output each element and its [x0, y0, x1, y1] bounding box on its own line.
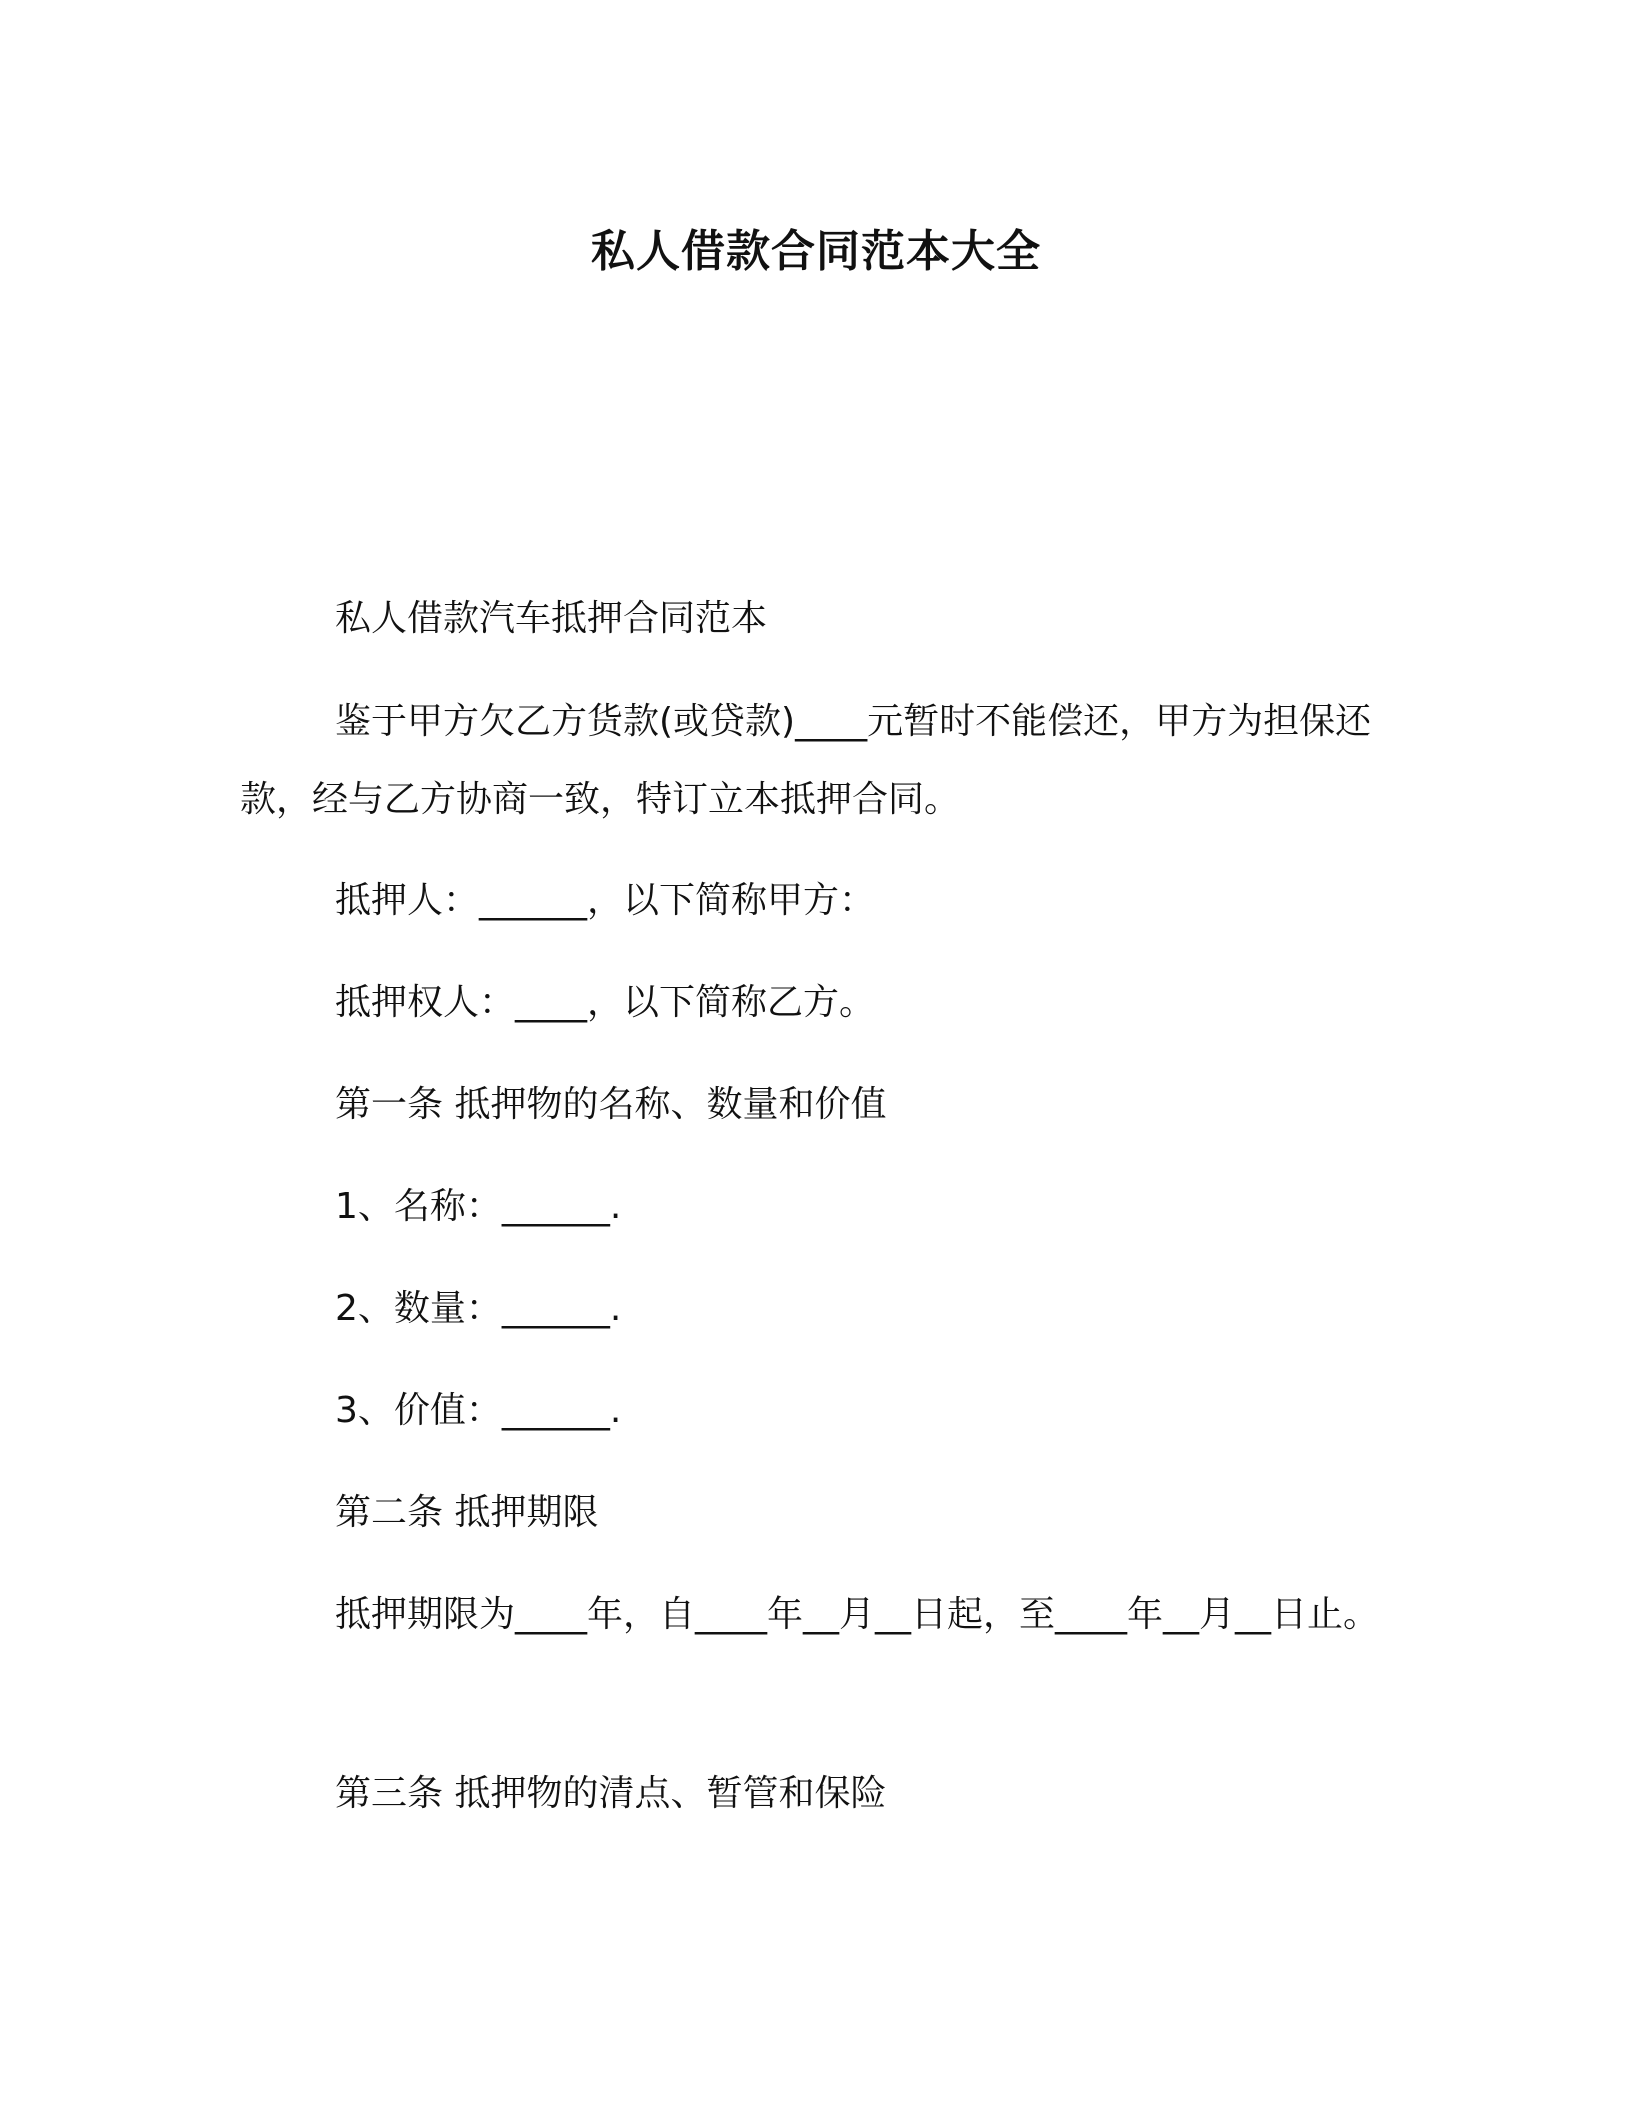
list-item-value: 3、价值：______. — [335, 1390, 622, 1431]
list-item-quantity: 2、数量：______. — [335, 1288, 622, 1329]
article-heading-1: 第一条 抵押物的名称、数量和价值 — [335, 1084, 887, 1125]
body-paragraph-mortgagee: 抵押权人：____，以下简称乙方。 — [335, 982, 876, 1023]
body-paragraph-mortgagor: 抵押人：______，以下简称甲方： — [335, 880, 876, 921]
article-heading-2: 第二条 抵押期限 — [335, 1492, 599, 1533]
article-heading-3: 第三条 抵押物的清点、暂管和保险 — [335, 1773, 887, 1814]
body-paragraph-term: 抵押期限为____年，自____年__月__日起，至____年__月__日止。 — [335, 1594, 1380, 1635]
section-title: 私人借款汽车抵押合同范本 — [335, 598, 768, 639]
document-title: 私人借款合同范本大全 — [591, 226, 1041, 277]
list-item-name: 1、名称：______. — [335, 1186, 622, 1227]
body-paragraph-preamble: 鉴于甲方欠乙方货款(或贷款)____元暂时不能偿还，甲方为担保还款，经与乙方协商一致，特订立本抵押合同。 — [240, 701, 1372, 820]
